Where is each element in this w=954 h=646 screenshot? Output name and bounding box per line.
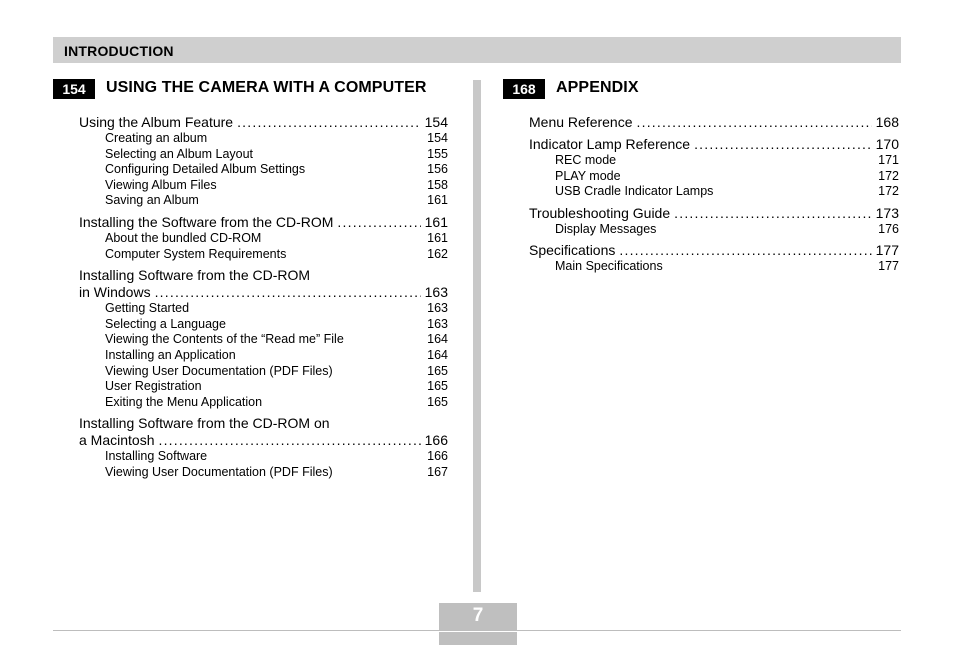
toc-list: [79, 114, 448, 481]
toc-subentry[interactable]: Installing an Application 164: [105, 347, 448, 362]
page-number: 7: [472, 605, 484, 626]
toc-subentry[interactable]: Configuring Detailed Album Settings 156: [105, 162, 448, 177]
toc-entry-label: Troubleshooting Guide: [529, 204, 671, 221]
toc-entry-page: 170: [875, 136, 899, 152]
toc-entry-page: 177: [875, 242, 899, 259]
toc-subentry[interactable]: Viewing User Documentation (PDF Files) 167: [105, 464, 448, 479]
toc-subentry[interactable]: Getting Started 163: [105, 301, 448, 316]
toc-subentry[interactable]: Selecting an Album Layout 155: [105, 146, 448, 161]
toc-list: [529, 114, 899, 275]
toc-entry-label: in Windows: [79, 284, 151, 301]
toc-entry-label: Menu Reference: [529, 114, 633, 130]
toc-subentry[interactable]: Installing Software 166: [105, 449, 448, 464]
toc-subentry[interactable]: Viewing the Contents of the “Read me” File 164: [105, 332, 448, 347]
toc-entry-page: 173: [875, 204, 899, 221]
toc-entry[interactable]: [79, 415, 448, 449]
toc-entry[interactable]: [529, 242, 899, 259]
toc-entry-page: 163: [424, 284, 448, 301]
section-page-badge[interactable]: 154: [53, 79, 95, 99]
toc-subentry[interactable]: REC mode 171: [555, 153, 899, 167]
toc-entry-label: Using the Album Feature: [79, 114, 234, 130]
section-title: APPENDIX: [556, 79, 639, 96]
toc-entry[interactable]: [529, 205, 899, 222]
toc-entry-label: Installing the Software from the CD-ROM: [79, 213, 334, 230]
toc-subentry[interactable]: Main Specifications 177: [555, 259, 899, 274]
toc-subentry[interactable]: PLAY mode 172: [555, 168, 899, 183]
section-header-title: INTRODUCTION: [64, 43, 174, 59]
toc-entry-page: 154: [424, 114, 448, 130]
toc-entry-page: 161: [424, 213, 448, 230]
toc-entry[interactable]: [79, 267, 448, 301]
toc-subentry[interactable]: Creating an album 154: [105, 131, 448, 145]
toc-entry-page: 166: [424, 432, 448, 449]
toc-entry[interactable]: [79, 114, 448, 131]
toc-entry[interactable]: [529, 114, 899, 131]
toc-subentry[interactable]: Viewing User Documentation (PDF Files) 165: [105, 363, 448, 378]
toc-subentry[interactable]: Exiting the Menu Application 165: [105, 394, 448, 409]
toc-subentry[interactable]: Saving an Album 161: [105, 193, 448, 208]
toc-entry[interactable]: [529, 136, 899, 153]
toc-subentry[interactable]: Selecting a Language 163: [105, 316, 448, 331]
page-number-tab-base: [439, 632, 517, 645]
section-heading: [503, 78, 899, 100]
section-page-badge[interactable]: 168: [503, 79, 545, 99]
toc-entry-label: Specifications: [529, 242, 616, 259]
toc-entry-label-line1: Installing Software from the CD-ROM on: [79, 415, 330, 432]
section-header-bar: [53, 37, 901, 63]
toc-section-appendix: [503, 78, 899, 274]
section-heading: [53, 78, 448, 100]
toc-subentry[interactable]: USB Cradle Indicator Lamps 172: [555, 184, 899, 199]
toc-subentry[interactable]: About the bundled CD-ROM 161: [105, 230, 448, 245]
toc-subentry[interactable]: Computer System Requirements 162: [105, 246, 448, 261]
section-title: USING THE CAMERA WITH A COMPUTER: [106, 79, 427, 96]
toc-subentry[interactable]: Display Messages 176: [555, 221, 899, 236]
toc-subentry[interactable]: Viewing Album Files 158: [105, 177, 448, 192]
toc-section-computer: [53, 78, 448, 479]
toc-entry-label: a Macintosh: [79, 432, 155, 449]
toc-entry-page: 168: [875, 114, 899, 130]
footer-rule: [53, 630, 901, 631]
page-number-tab: [439, 603, 517, 630]
toc-entry[interactable]: [79, 214, 448, 231]
column-divider: [473, 80, 481, 592]
toc-subentry[interactable]: User Registration 165: [105, 379, 448, 394]
toc-entry-label-line1: Installing Software from the CD-ROM: [79, 267, 311, 284]
toc-entry-label: Indicator Lamp Reference: [529, 136, 691, 152]
